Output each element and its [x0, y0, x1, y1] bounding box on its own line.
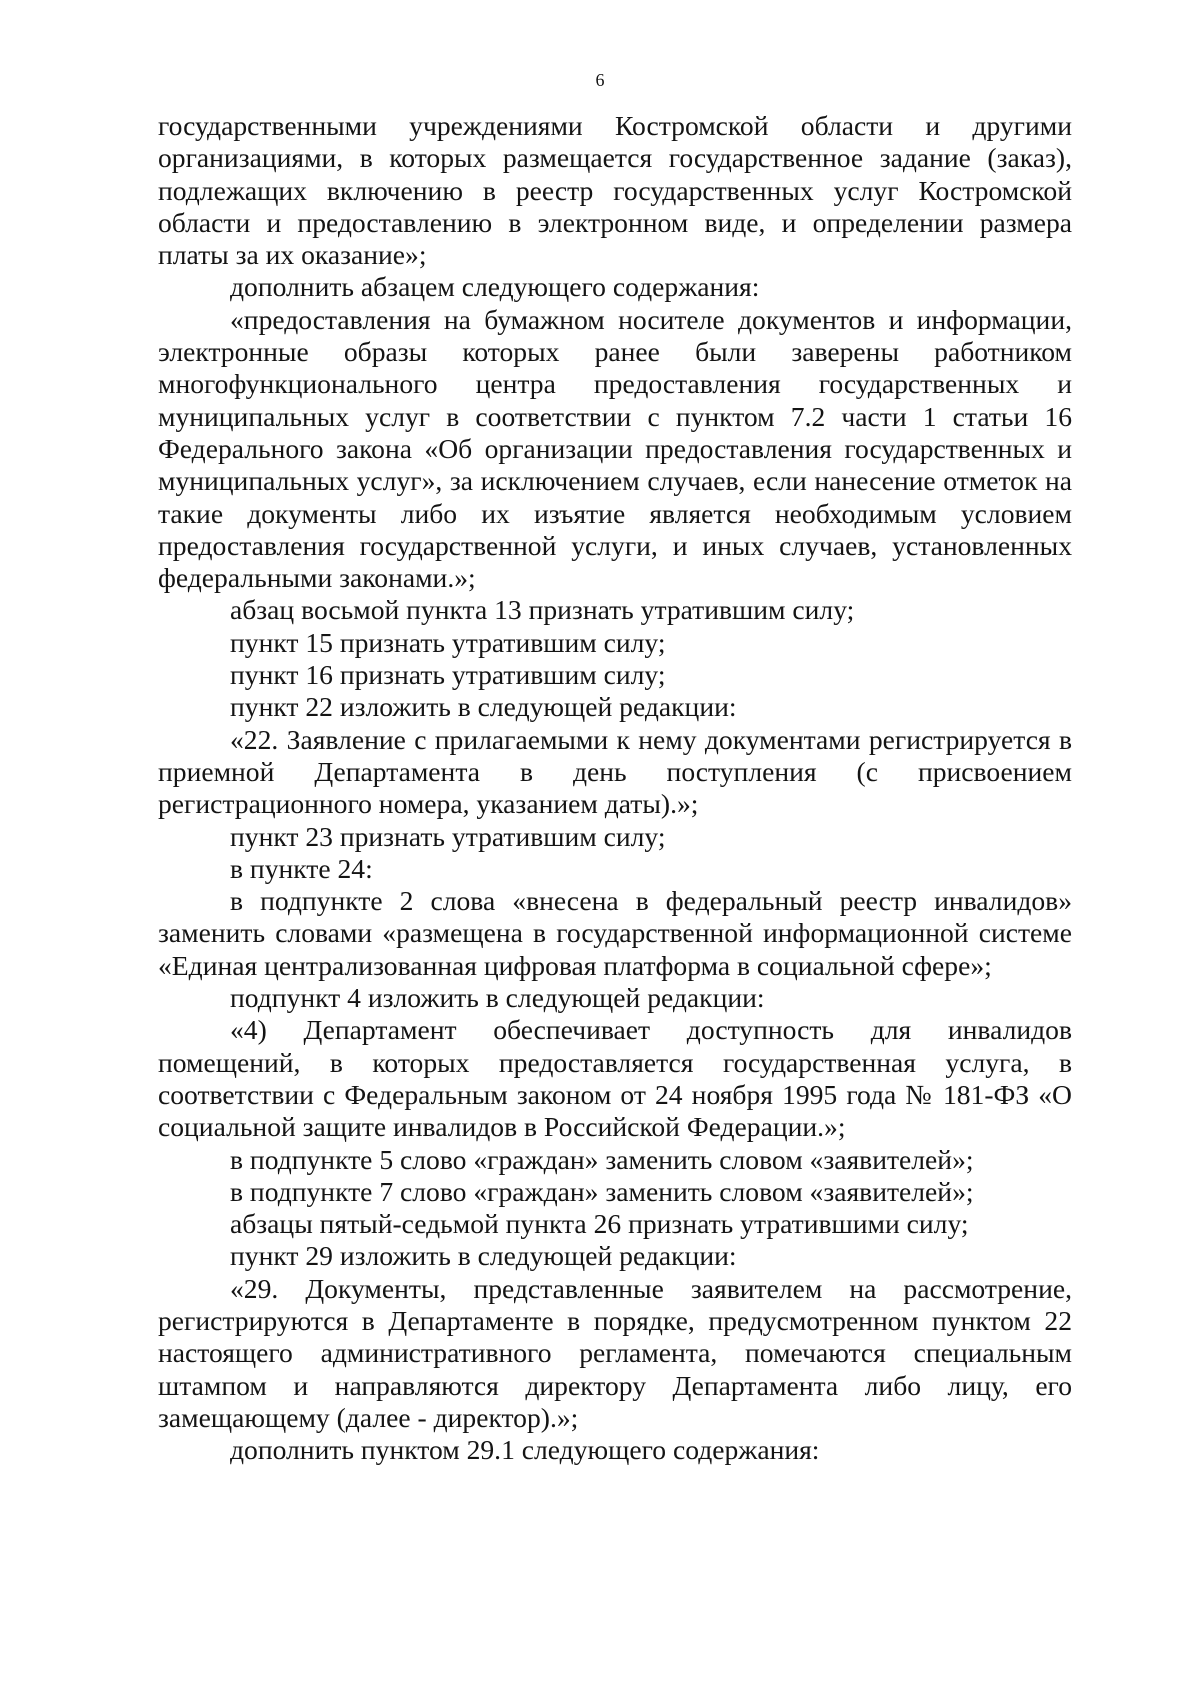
paragraph: «4) Департамент обеспечивает доступность для инвалидов помещений, в которых предоставляется государственная услуга, в соответствии с Федеральным законом от 24 ноября 1995 года № 181-ФЗ «О социальной защите инвалидов в Российской Федерации.»;	[158, 1014, 1072, 1143]
paragraph: дополнить абзацем следующего содержания:	[230, 271, 760, 303]
paragraph: в подпункте 2 слова «внесена в федеральный реестр инвалидов» заменить словами «размещена в государственной информационной системе «Единая централизованная цифровая платформа в социальной сфере»;	[158, 885, 1072, 981]
paragraph: подпункт 4 изложить в следующей редакции:	[230, 982, 765, 1014]
paragraph: абзац восьмой пункта 13 признать утратившим силу;	[230, 594, 855, 626]
paragraph: «22. Заявление с прилагаемыми к нему документами регистрируется в приемной Департамента в день поступления (с присвоением регистрационного номера, указанием даты).»;	[158, 723, 1072, 820]
paragraph: пункт 23 признать утратившим силу;	[230, 820, 666, 852]
page-number: 6	[595, 70, 605, 90]
paragraph: пункт 15 признать утратившим силу;	[230, 626, 666, 658]
paragraph: пункт 29 изложить в следующей редакции:	[230, 1240, 737, 1272]
paragraph: дополнить пунктом 29.1 следующего содержания:	[230, 1434, 820, 1466]
paragraph: «29. Документы, представленные заявителем на рассмотрение, регистрируются в Департаменте в порядке, предусмотренном пунктом 22 настоящего административного регламента, помечаются специальным штампом и направляются директору Департамента либо лицу, его замещающему (далее - директор).»;	[158, 1272, 1072, 1433]
paragraph: государственными учреждениями Костромской области и другими организациями, в которых размещается государственное задание (заказ), подлежащих включению в реестр государственных услуг Костромской области и предоставлению в электронном виде, и определении размера платы за их оказание»;	[158, 110, 1072, 271]
paragraph: в подпункте 7 слово «граждан» заменить словом «заявителей»;	[230, 1175, 974, 1207]
paragraph: пункт 16 признать утратившим силу;	[230, 659, 666, 691]
document-body	[158, 110, 1072, 1466]
paragraph: в подпункте 5 слово «граждан» заменить словом «заявителей»;	[230, 1143, 974, 1175]
paragraph: в пункте 24:	[230, 852, 373, 884]
paragraph: пункт 22 изложить в следующей редакции:	[230, 691, 737, 723]
paragraph: «предоставления на бумажном носителе документов и информации, электронные образы которых ранее были заверены работником многофункционального центра предоставления государственных и муниципальных услуг в соответствии с пунктом 7.2 части 1 статьи 16 Федерального закона «Об организации предоставления государственных и муниципальных услуг», за исключением случаев, если нанесение отметок на такие документы либо их изъятие является необходимым условием предоставления государственной услуги, и иных случаев, установленных федеральными законами.»;	[158, 303, 1072, 594]
paragraph: абзацы пятый-седьмой пункта 26 признать утратившими силу;	[230, 1208, 969, 1240]
